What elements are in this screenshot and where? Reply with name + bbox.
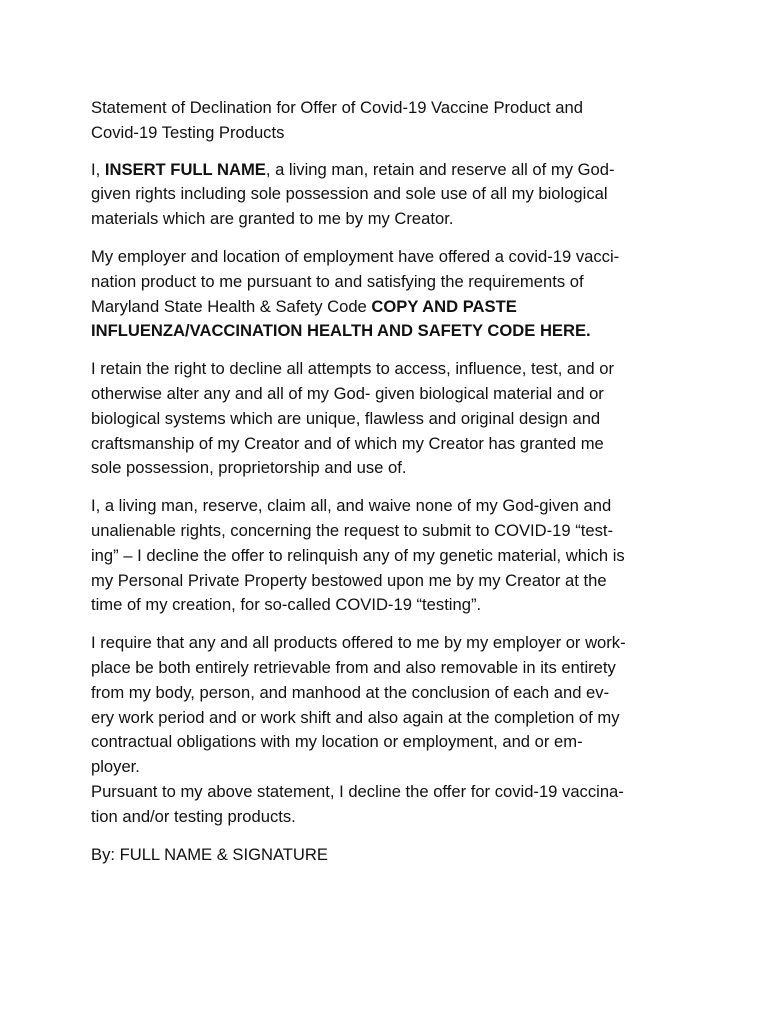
paragraph-identity xyxy=(91,158,683,232)
requirements-line-1: I require that any and all products offered to me by my employer or work- xyxy=(91,633,626,653)
requirements-line-4: ery work period and or work shift and also again at the completion of my xyxy=(91,707,620,727)
employer-line-2: nation product to me pursuant to and satisfying the requirements of xyxy=(91,271,584,291)
retain-line-4: craftsmanship of my Creator and of which my Creator has granted me xyxy=(91,433,604,453)
declination-line-2: tion and/or testing products. xyxy=(91,806,296,826)
testing-line-4: my Personal Private Property bestowed upon me by my Creator at the xyxy=(91,570,607,590)
employer-line-1: My employer and location of employment have offered a covid-19 vacci- xyxy=(91,246,620,266)
document-body xyxy=(91,96,683,880)
requirements-line-6: ployer. xyxy=(91,757,140,777)
name-placeholder: INSERT FULL NAME xyxy=(104,159,266,179)
paragraph-employer-offer xyxy=(91,245,683,344)
paragraph-declination xyxy=(91,780,683,830)
paragraph-requirements xyxy=(91,631,683,780)
paragraph-identity-line-1 xyxy=(91,158,683,183)
requirements-line-5: contractual obligations with my location or employment, and or em- xyxy=(91,732,583,752)
retain-line-1: I retain the right to decline all attempts to access, influence, test, and or xyxy=(91,359,614,379)
testing-line-2: unalienable rights, concerning the request to submit to COVID-19 “test- xyxy=(91,520,614,540)
identity-prefix: I, xyxy=(91,159,105,179)
retain-line-3: biological systems which are unique, flawless and original design and xyxy=(91,408,601,428)
signature-line: By: FULL NAME & SIGNATURE xyxy=(91,844,328,864)
title-line-1: Statement of Declination for Offer of Covid-19 Vaccine Product and xyxy=(91,98,583,117)
signature-block xyxy=(91,843,683,868)
declination-line-1: Pursuant to my above statement, I decline the offer for covid-19 vaccina- xyxy=(91,781,624,801)
code-placeholder-part-1: COPY AND PASTE xyxy=(371,296,517,316)
identity-line-1-rest: , a living man, retain and reserve all of my God- xyxy=(265,159,615,179)
testing-line-5: time of my creation, for so-called COVID-19 “testing”. xyxy=(91,595,482,615)
paragraph-identity-line-3: materials which are granted to me by my Creator. xyxy=(91,209,454,229)
document-title xyxy=(91,96,683,146)
requirements-line-2: place be both entirely retrievable from and also removable in its entirety xyxy=(91,657,616,677)
paragraph-retain-right xyxy=(91,357,683,481)
requirements-line-3: from my body, person, and manhood at the conclusion of each and ev- xyxy=(91,682,610,702)
retain-line-5: sole possession, proprietorship and use of. xyxy=(91,458,407,478)
code-placeholder-part-2: INFLUENZA/VACCINATION HEALTH AND SAFETY CODE HERE. xyxy=(91,321,591,341)
paragraph-identity-line-2: given rights including sole possession and sole use of all my biological xyxy=(91,184,608,204)
testing-line-1: I, a living man, reserve, claim all, and waive none of my God-given and xyxy=(91,496,612,516)
employer-line-3-text: Maryland State Health & Safety Code xyxy=(91,296,372,316)
retain-line-2: otherwise alter any and all of my God- given biological material and or xyxy=(91,383,604,403)
employer-line-3 xyxy=(91,295,683,320)
title-line-2: Covid-19 Testing Products xyxy=(91,122,285,142)
paragraph-testing-decline xyxy=(91,494,683,618)
testing-line-3: ing” – I decline the offer to relinquish any of my genetic material, which is xyxy=(91,545,625,565)
